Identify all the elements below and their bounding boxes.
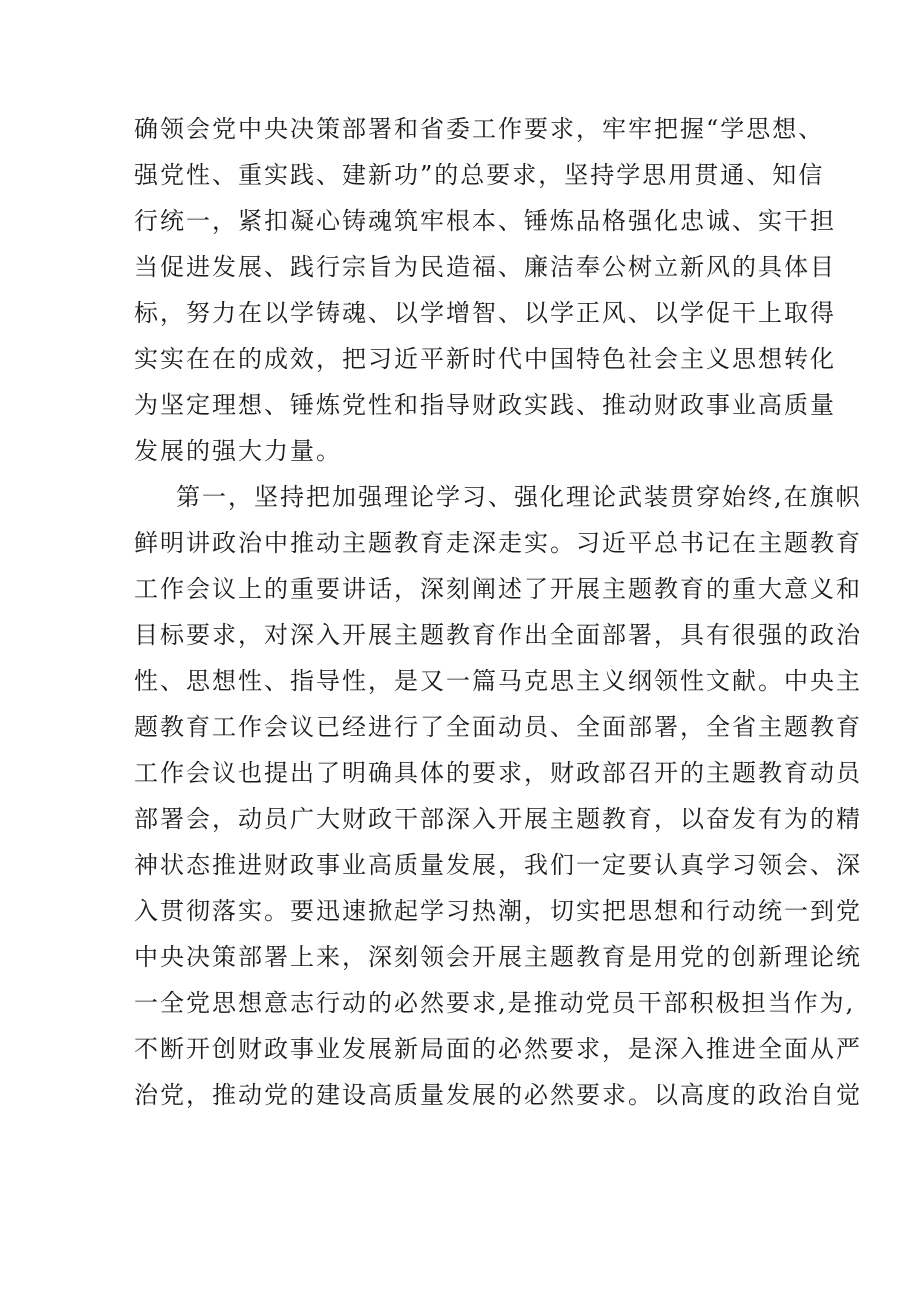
text-line: 确领会党中央决策部署和省委工作要求，牢牢把握“学思想、 xyxy=(134,115,825,143)
text-line: 发展的强大力量。 xyxy=(134,437,342,465)
text-line: 题教育工作会议已经进行了全面动员、全面部署，全省主题教育 xyxy=(134,713,862,741)
text-line: 神状态推进财政事业高质量发展，我们一定要认真学习领会、深 xyxy=(134,851,862,879)
text-line: 入贯彻落实。要迅速掀起学习热潮，切实把思想和行动统一到党 xyxy=(134,897,862,925)
text-line: 治党，推动党的建设高质量发展的必然要求。以高度的政治自觉 xyxy=(134,1081,862,1109)
text-line: 工作会议也提出了明确具体的要求，财政部召开的主题教育动员 xyxy=(134,759,862,787)
text-line: 性、思想性、指导性，是又一篇马克思主义纲领性文献。中央主 xyxy=(134,667,862,695)
text-line: 实实在在的成效，把习近平新时代中国特色社会主义思想转化 xyxy=(134,345,836,373)
text-line: 一全党思想意志行动的必然要求,是推动党员干部积极担当作为, xyxy=(134,989,856,1017)
text-line: 标，努力在以学铸魂、以学增智、以学正风、以学促干上取得 xyxy=(134,299,836,327)
text-line: 强党性、重实践、建新功”的总要求，坚持学思用贯通、知信 xyxy=(134,161,825,189)
document-body xyxy=(134,106,862,1118)
text-line: 工作会议上的重要讲话，深刻阐述了开展主题教育的重大意义和 xyxy=(134,575,862,603)
text-line: 部署会，动员广大财政干部深入开展主题教育，以奋发有为的精 xyxy=(134,805,862,833)
text-line: 中央决策部署上来，深刻领会开展主题教育是用党的创新理论统 xyxy=(134,943,862,971)
text-line: 为坚定理想、锤炼党性和指导财政实践、推动财政事业高质量 xyxy=(134,391,836,419)
text-line: 当促进发展、践行宗旨为民造福、廉洁奉公树立新风的具体目 xyxy=(134,253,836,281)
text-line: 目标要求，对深入开展主题教育作出全面部署，具有很强的政治 xyxy=(134,621,862,649)
text-line: 鲜明讲政治中推动主题教育走深走实。习近平总书记在主题教育 xyxy=(134,529,862,557)
text-line: 第一，坚持把加强理论学习、强化理论武装贯穿始终,在旗帜 xyxy=(176,483,862,511)
paragraph-1 xyxy=(134,106,836,474)
text-line: 不断开创财政事业发展新局面的必然要求，是深入推进全面从严 xyxy=(134,1035,862,1063)
paragraph-2 xyxy=(134,474,862,1118)
text-line: 行统一，紧扣凝心铸魂筑牢根本、锤炼品格强化忠诚、实干担 xyxy=(134,207,836,235)
